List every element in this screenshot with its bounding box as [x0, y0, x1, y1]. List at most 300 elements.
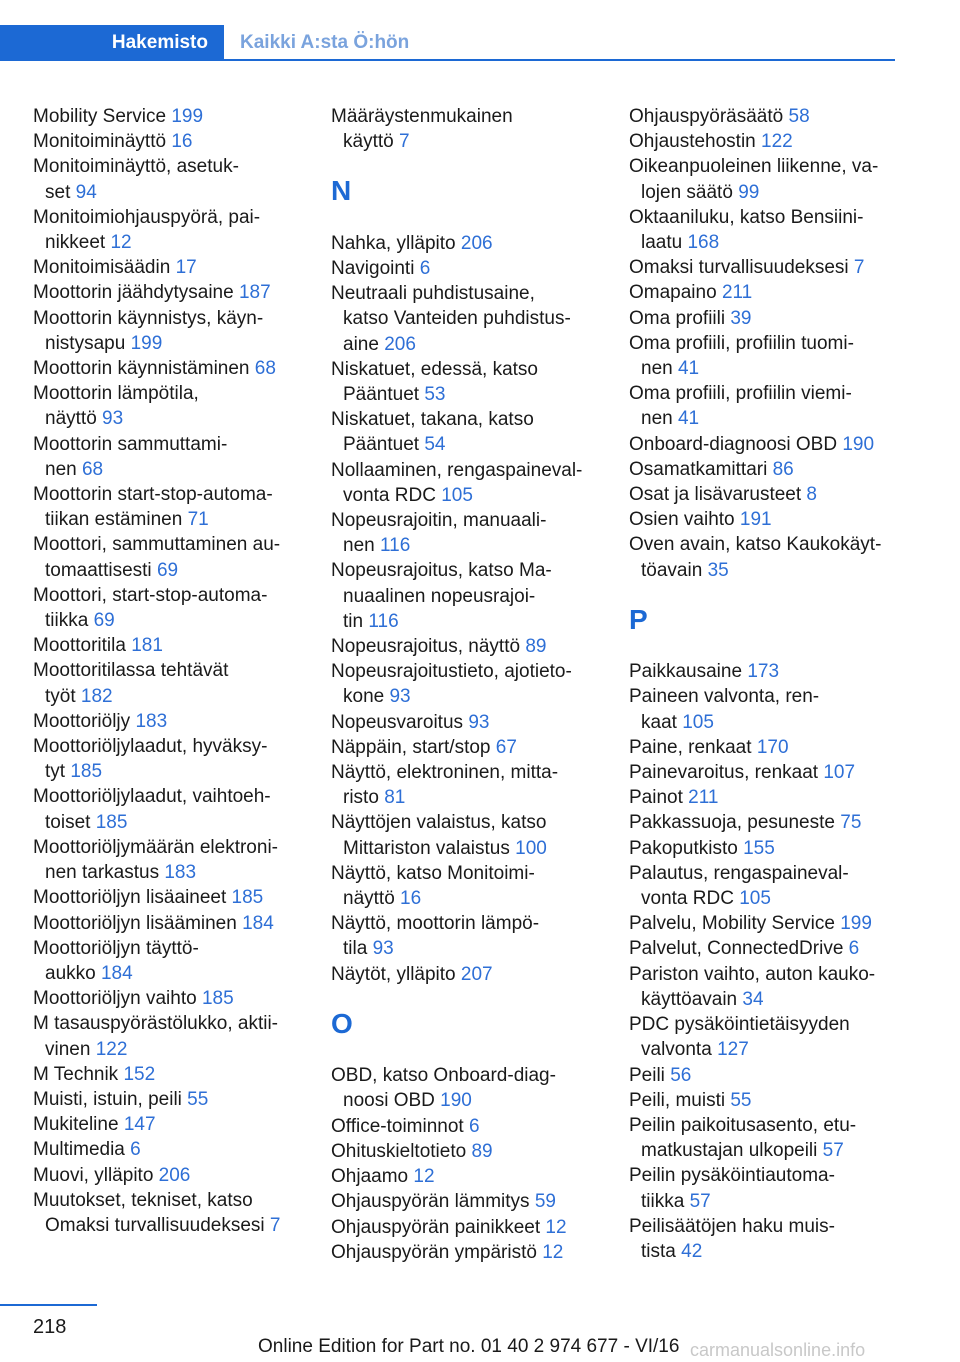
index-entry: [331, 1215, 621, 1240]
page-link[interactable]: 147: [123, 1114, 156, 1136]
index-entry-text: tin: [343, 610, 364, 632]
page-link[interactable]: 16: [171, 131, 193, 153]
index-entry-text: Moottoriöljyn täyttö-: [33, 937, 199, 959]
page-link[interactable]: 105: [441, 484, 473, 506]
index-entry-text: tyt: [45, 761, 66, 783]
index-entry-text: Moottoriöljylaadut, vaihtoeh-: [33, 786, 271, 808]
index-entry-text: Moottoriöljymäärän elektroni-: [33, 836, 278, 858]
page-link[interactable]: 185: [95, 811, 128, 833]
index-entry: [629, 306, 919, 331]
page-link[interactable]: 170: [756, 736, 789, 758]
index-entry-text: Office-toiminnot: [331, 1115, 464, 1137]
index-entry-text: käyttöavain: [641, 988, 738, 1010]
index-entry: [331, 357, 621, 407]
index-entry-text: Nopeusrajoitus, näyttö: [331, 636, 521, 658]
index-entry-text: Nopeusrajoitin, manuaali-: [331, 510, 547, 532]
page-link[interactable]: 57: [822, 1140, 844, 1162]
index-entry-text: Moottoriöljyn vaihto: [33, 988, 197, 1010]
index-entry-text: Osien vaihto: [629, 509, 735, 531]
index-entry: [331, 1063, 621, 1113]
index-entry: [33, 205, 323, 255]
page-link[interactable]: 199: [840, 913, 872, 935]
index-entry-text: näyttö: [343, 888, 395, 910]
page-link[interactable]: 59: [534, 1191, 556, 1213]
section-letter: O: [331, 1007, 353, 1039]
page-link[interactable]: 206: [384, 333, 416, 355]
index-entry: [33, 129, 323, 154]
section-letter: P: [629, 603, 648, 635]
page-link[interactable]: 181: [131, 635, 163, 657]
index-entry: [33, 1163, 323, 1188]
page-link[interactable]: 99: [738, 181, 760, 203]
index-entry: [629, 104, 919, 129]
page-link[interactable]: 206: [158, 1164, 191, 1186]
index-entry: [331, 861, 621, 911]
index-entry: [629, 1012, 919, 1062]
index-entry: [629, 1163, 919, 1213]
index-entry-text: Näyttö, moottorin lämpö-: [331, 913, 540, 935]
index-entry: [629, 810, 919, 835]
page-link[interactable]: 42: [681, 1240, 703, 1262]
index-entry: [629, 280, 919, 305]
index-entry: [33, 936, 323, 986]
index-entry: [33, 986, 323, 1011]
index-entry: [33, 709, 323, 734]
index-entry: [33, 734, 323, 784]
page-link[interactable]: 116: [379, 535, 411, 557]
index-entry-text: Osamatkamittari: [629, 458, 768, 480]
page-link[interactable]: 68: [254, 358, 276, 380]
index-entry-text: Oma profiili, profiilin viemi-: [629, 383, 852, 405]
index-entry: [629, 1113, 919, 1163]
index-entry: [629, 457, 919, 482]
page-link[interactable]: 116: [368, 610, 399, 632]
index-entry-text: Moottori, start-stop-automa-: [33, 584, 268, 606]
index-entry: [629, 331, 919, 381]
page-link[interactable]: 94: [75, 181, 97, 203]
page-link[interactable]: 6: [848, 938, 860, 960]
index-entry-text: tiikka: [641, 1190, 685, 1212]
index-entry-text: Omapaino: [629, 282, 717, 304]
index-entry: [331, 231, 621, 256]
index-entry: [33, 356, 323, 381]
index-entry: [33, 1062, 323, 1087]
index-entry-text: tista: [641, 1240, 676, 1262]
page-link[interactable]: 207: [460, 963, 493, 985]
index-entry-text: Ohjauspyöräsäätö: [629, 106, 784, 127]
index-entry: [33, 885, 323, 910]
index-entry-text: Ohjauspyörän lämmitys: [331, 1191, 530, 1213]
page-link[interactable]: 185: [231, 887, 264, 909]
page-link[interactable]: 54: [424, 434, 446, 456]
index-entry: [629, 1214, 919, 1264]
page-link[interactable]: 173: [747, 661, 780, 683]
index-entry-text: aukko: [45, 962, 96, 984]
page-link[interactable]: 12: [545, 1216, 567, 1238]
index-entry-text: Näyttöjen valaistus, katso: [331, 812, 547, 834]
page-link[interactable]: 12: [413, 1166, 435, 1188]
page-link[interactable]: 185: [201, 988, 234, 1010]
index-entry: [629, 962, 919, 1012]
index-entry-text: Pääntuet: [343, 384, 420, 406]
page-link[interactable]: 191: [739, 509, 772, 531]
page-link[interactable]: 7: [398, 131, 410, 153]
index-entry-text: Peilisäätöjen haku muis-: [629, 1215, 835, 1237]
index-entry-text: työt: [45, 685, 76, 707]
index-entry: [629, 785, 919, 810]
index-entry-text: katso Vanteiden puhdistus-: [343, 308, 571, 330]
index-entry: [331, 281, 621, 357]
page-link[interactable]: 183: [135, 710, 168, 732]
page-link[interactable]: 39: [730, 307, 752, 329]
index-entry-text: Moottorin lämpötila,: [33, 383, 199, 405]
index-entry-text: Ohjaamo: [331, 1166, 409, 1188]
index-entry-text: Moottoritilassa tehtävät: [33, 660, 229, 682]
index-entry-text: Nopeusvaroitus: [331, 711, 464, 733]
index-entry-text: Niskatuet, takana, katso: [331, 409, 534, 431]
index-entry-text: Näytöt, ylläpito: [331, 963, 456, 985]
index-entry-text: nen tarkastus: [45, 862, 160, 884]
page-link[interactable]: 6: [130, 1139, 141, 1161]
page-link[interactable]: 152: [123, 1063, 156, 1085]
page-link[interactable]: 55: [730, 1089, 752, 1111]
index-entry: [331, 760, 621, 810]
index-entry-text: Peilin pysäköintiautoma-: [629, 1165, 835, 1187]
page-link[interactable]: 184: [100, 962, 133, 984]
index-entry-text: Peili, muisti: [629, 1089, 726, 1111]
index-entry-text: Moottorin jäähdytysaine: [33, 282, 234, 304]
page-link[interactable]: 122: [761, 131, 793, 153]
page-link[interactable]: 187: [238, 282, 271, 304]
index-entry: [629, 836, 919, 861]
index-entry: [33, 482, 323, 532]
index-entry-text: Onboard-diagnoosi OBD: [629, 433, 838, 455]
page-link[interactable]: 168: [687, 232, 720, 254]
page-link[interactable]: 8: [806, 484, 817, 506]
index-entry-text: näyttö: [45, 408, 97, 430]
page-link[interactable]: 122: [95, 1038, 128, 1060]
index-entry-text: nikkeet: [45, 232, 106, 254]
page-link[interactable]: 17: [175, 257, 197, 279]
index-entry: [331, 634, 621, 659]
tab-kaikki-a-o[interactable]: Kaikki A:sta Ö:hön: [240, 32, 410, 53]
index-entry: [33, 1188, 323, 1238]
index-entry: [629, 684, 919, 734]
page-link[interactable]: 12: [542, 1241, 564, 1263]
header-divider: [224, 59, 895, 61]
index-entry-text: nen: [343, 535, 375, 557]
index-entry: [629, 532, 919, 582]
page-link[interactable]: 6: [419, 258, 431, 279]
index-entry-text: Multimedia: [33, 1139, 125, 1161]
page-link[interactable]: 199: [171, 106, 204, 127]
index-entry-text: Mobility Service: [33, 106, 167, 127]
index-entry: [331, 508, 621, 558]
index-entry-text: vonta RDC: [641, 888, 734, 910]
index-entry: [331, 1189, 621, 1214]
index-entry-text: Pakoputkisto: [629, 837, 738, 859]
index-entry-text: risto: [343, 787, 379, 809]
page-link[interactable]: 55: [187, 1088, 209, 1110]
index-entry-text: tila: [343, 938, 368, 960]
index-entry-text: Oma profiili, profiilin tuomi-: [629, 332, 854, 354]
index-entry: [629, 205, 919, 255]
index-entry-text: matkustajan ulkopeili: [641, 1140, 818, 1162]
page-link[interactable]: 58: [788, 106, 810, 127]
index-entry-text: M Technik: [33, 1063, 119, 1085]
index-entry-text: Monitoimisäädin: [33, 257, 171, 279]
index-entry: [33, 1112, 323, 1137]
index-entry: [629, 482, 919, 507]
index-entry: [33, 633, 323, 658]
page-link[interactable]: 12: [110, 232, 132, 254]
index-entry-text: Nopeusrajoitus, katso Ma-: [331, 560, 552, 582]
index-entry-text: Painot: [629, 787, 683, 809]
index-entry: [331, 810, 621, 860]
page-link[interactable]: 86: [772, 458, 794, 480]
index-entry-text: noosi OBD: [343, 1090, 435, 1112]
page-link[interactable]: 57: [689, 1190, 711, 1212]
index-entry: [331, 710, 621, 735]
index-entry: [33, 1087, 323, 1112]
page-link[interactable]: 93: [468, 711, 490, 733]
page-link[interactable]: 7: [853, 257, 865, 279]
edition-text: Online Edition for Part no. 01 40 2 974 677 - VI/16: [258, 1336, 680, 1357]
page-link[interactable]: 93: [102, 408, 124, 430]
index-entry: [33, 1011, 323, 1061]
index-entry-text: PDC pysäköintietäisyyden: [629, 1014, 850, 1036]
page-link[interactable]: 105: [739, 888, 771, 910]
index-entry-text: Ohjauspyörän painikkeet: [331, 1216, 541, 1238]
page-link[interactable]: 16: [400, 888, 422, 910]
page-link[interactable]: 34: [742, 988, 764, 1010]
index-entry-text: Mittariston valaistus: [343, 837, 510, 859]
index-entry: [33, 381, 323, 431]
page-link[interactable]: 71: [187, 509, 209, 531]
index-entry: [33, 583, 323, 633]
page-link[interactable]: 41: [677, 358, 700, 380]
index-entry: [33, 104, 323, 129]
index-entry: [629, 129, 919, 154]
page-link[interactable]: 190: [842, 433, 875, 455]
index-entry-text: Moottorin käynnistys, käyn-: [33, 307, 264, 329]
index-entry: [331, 104, 621, 154]
index-entry: [33, 532, 323, 582]
index-entry: [629, 1088, 919, 1113]
index-entry: [331, 659, 621, 709]
index-entry-text: vonta RDC: [343, 484, 436, 506]
page-link[interactable]: 185: [70, 761, 103, 783]
index-entry-text: lojen säätö: [641, 181, 733, 203]
page-link[interactable]: 93: [372, 938, 394, 960]
index-entry-text: Paineen valvonta, ren-: [629, 686, 820, 708]
index-column-2: [331, 104, 621, 1265]
index-entry-text: nuaalinen nopeusrajoi-: [343, 585, 536, 607]
index-entry: [33, 432, 323, 482]
index-entry-text: Pariston vaihto, auton kauko-: [629, 963, 876, 985]
index-entry: [33, 306, 323, 356]
index-entry-text: Muisti, istuin, peili: [33, 1088, 182, 1110]
index-entry: [33, 1137, 323, 1162]
page-link[interactable]: 211: [721, 282, 753, 304]
index-entry: [629, 659, 919, 684]
page-link[interactable]: 75: [840, 812, 862, 834]
index-entry-text: nen: [641, 408, 673, 430]
index-entry-text: Moottoriöljylaadut, hyväksy-: [33, 736, 268, 758]
page-link[interactable]: 184: [242, 912, 274, 934]
page-link[interactable]: 100: [515, 837, 547, 859]
page-link[interactable]: 53: [424, 384, 446, 406]
index-entry-text: Osat ja lisävarusteet: [629, 484, 802, 506]
index-entry: [331, 407, 621, 457]
page-link[interactable]: 56: [670, 1064, 692, 1086]
index-entry: [331, 735, 621, 760]
index-entry-text: tomaattisesti: [45, 559, 152, 581]
index-entry-text: Peili: [629, 1064, 665, 1086]
page-number-divider: [0, 1304, 97, 1306]
index-entry: [629, 735, 919, 760]
index-entry-text: OBD, katso Onboard-diag-: [331, 1065, 556, 1087]
page-link[interactable]: 190: [440, 1090, 472, 1112]
index-entry: [331, 962, 621, 987]
index-entry-text: Näppäin, start/stop: [331, 736, 491, 758]
index-entry-text: Moottorin käynnistäminen: [33, 358, 250, 380]
page-link[interactable]: 67: [495, 736, 517, 758]
page-link[interactable]: 89: [471, 1140, 493, 1162]
page-link[interactable]: 81: [384, 787, 406, 809]
index-entry-text: Nopeusrajoitustieto, ajotieto-: [331, 661, 572, 683]
index-entry-text: Näyttö, katso Monitoimi-: [331, 862, 535, 884]
index-entry-text: nen: [641, 358, 673, 380]
index-entry: [331, 458, 621, 508]
index-entry-text: Moottoriöljy: [33, 710, 131, 732]
index-entry: [331, 256, 621, 281]
index-entry: [33, 784, 323, 834]
index-entry: [33, 154, 323, 204]
index-entry-text: Paine, renkaat: [629, 736, 752, 758]
index-entry: [331, 1114, 621, 1139]
index-entry-text: Navigointi: [331, 258, 415, 279]
index-entry-text: Palvelu, Mobility Service: [629, 913, 835, 935]
index-entry-text: Mukiteline: [33, 1114, 119, 1136]
index-entry: [629, 507, 919, 532]
index-entry: [33, 658, 323, 708]
index-entry-text: set: [45, 181, 71, 203]
page-link[interactable]: 69: [93, 610, 115, 632]
index-entry: [629, 760, 919, 785]
index-entry-text: Oikeanpuoleinen liikenne, va-: [629, 156, 879, 178]
index-entry-text: Niskatuet, edessä, katso: [331, 358, 538, 380]
index-entry-text: Oma profiili: [629, 307, 726, 329]
page-link[interactable]: 107: [823, 762, 856, 784]
index-entry-text: Omaksi turvallisuudeksesi: [629, 257, 849, 279]
index-entry-text: Pääntuet: [343, 434, 420, 456]
page-number: 218: [33, 1316, 67, 1338]
index-column-1: [33, 104, 323, 1238]
index-entry-text: Nahka, ylläpito: [331, 232, 456, 254]
page-link[interactable]: 127: [717, 1039, 749, 1061]
index-entry-text: Oktaaniluku, katso Bensiini-: [629, 206, 864, 228]
page-link[interactable]: 41: [677, 408, 700, 430]
index-entry-text: Ohjaustehostin: [629, 131, 756, 153]
page-link[interactable]: 93: [389, 686, 411, 708]
index-entry-text: Moottorin start-stop-automa-: [33, 484, 273, 506]
index-entry: [33, 835, 323, 885]
index-entry: [331, 1240, 621, 1265]
index-entry-text: Muutokset, tekniset, katso: [33, 1189, 253, 1211]
section-letter: N: [331, 175, 352, 207]
index-entry-text: Oven avain, katso Kaukokäyt-: [629, 534, 882, 556]
index-entry-text: Moottoriöljyn lisäaineet: [33, 887, 227, 909]
index-entry-text: toiset: [45, 811, 91, 833]
page-link[interactable]: 68: [81, 458, 104, 480]
index-entry-text: töavain: [641, 559, 703, 581]
index-entry: [629, 255, 919, 280]
index-entry: [33, 255, 323, 280]
page-link[interactable]: 206: [460, 232, 493, 254]
page-link[interactable]: 199: [130, 332, 163, 354]
index-entry-text: Moottorin sammuttami-: [33, 433, 228, 455]
page-link[interactable]: 211: [688, 787, 719, 809]
page-link[interactable]: 105: [682, 711, 714, 733]
tab-hakemisto[interactable]: Hakemisto: [0, 25, 224, 61]
index-entry-text: Monitoimiohjauspyörä, pai-: [33, 206, 261, 228]
page-link[interactable]: 6: [468, 1115, 480, 1137]
index-entry-text: Määräystenmukainen: [331, 106, 513, 127]
index-entry-text: Palautus, rengaspaineval-: [629, 862, 849, 884]
index-entry-text: Monitoiminäyttö: [33, 131, 167, 153]
index-entry-text: käyttö: [343, 131, 394, 153]
index-entry-text: Moottori, sammuttaminen au-: [33, 534, 281, 556]
page-link[interactable]: 155: [743, 837, 775, 859]
page-link[interactable]: 69: [156, 559, 179, 581]
page-link[interactable]: 7: [269, 1214, 281, 1236]
index-entry-text: Monitoiminäyttö, asetuk-: [33, 156, 239, 178]
index-entry-text: Pakkassuoja, pesuneste: [629, 812, 835, 834]
index-entry-text: Painevaroitus, renkaat: [629, 762, 819, 784]
index-entry: [33, 911, 323, 936]
index-entry-text: Nollaaminen, rengaspaineval-: [331, 459, 583, 481]
index-entry-text: M tasauspyörästölukko, aktii-: [33, 1013, 278, 1035]
index-entry: [331, 1139, 621, 1164]
page-link[interactable]: 89: [525, 636, 547, 658]
watermark: carmanualsonline.info: [690, 1340, 866, 1360]
page-link[interactable]: 35: [707, 559, 729, 581]
index-column-3: [629, 104, 919, 1264]
index-entry-text: tiikka: [45, 610, 89, 632]
index-entry-text: nen: [45, 458, 77, 480]
page-link[interactable]: 183: [164, 862, 197, 884]
index-entry: [629, 861, 919, 911]
index-entry: [629, 154, 919, 204]
index-entry-text: Omaksi turvallisuudeksesi: [45, 1214, 265, 1236]
index-entry: [629, 911, 919, 936]
index-entry-text: Paikkausaine: [629, 661, 743, 683]
page-link[interactable]: 182: [80, 685, 113, 707]
index-entry-text: tiikan estäminen: [45, 509, 183, 531]
index-entry: [331, 558, 621, 634]
index-entry-text: Ohjauspyörän ympäristö: [331, 1241, 537, 1263]
index-entry: [629, 381, 919, 431]
index-entry: [33, 280, 323, 305]
index-entry-text: Muovi, ylläpito: [33, 1164, 154, 1186]
index-entry-text: Näyttö, elektroninen, mitta-: [331, 762, 559, 784]
index-entry: [629, 1063, 919, 1088]
index-entry-text: Ohituskieltotieto: [331, 1140, 467, 1162]
index-entry: [331, 1164, 621, 1189]
index-entry-text: aine: [343, 333, 379, 355]
index-entry-text: Moottoritila: [33, 635, 126, 657]
